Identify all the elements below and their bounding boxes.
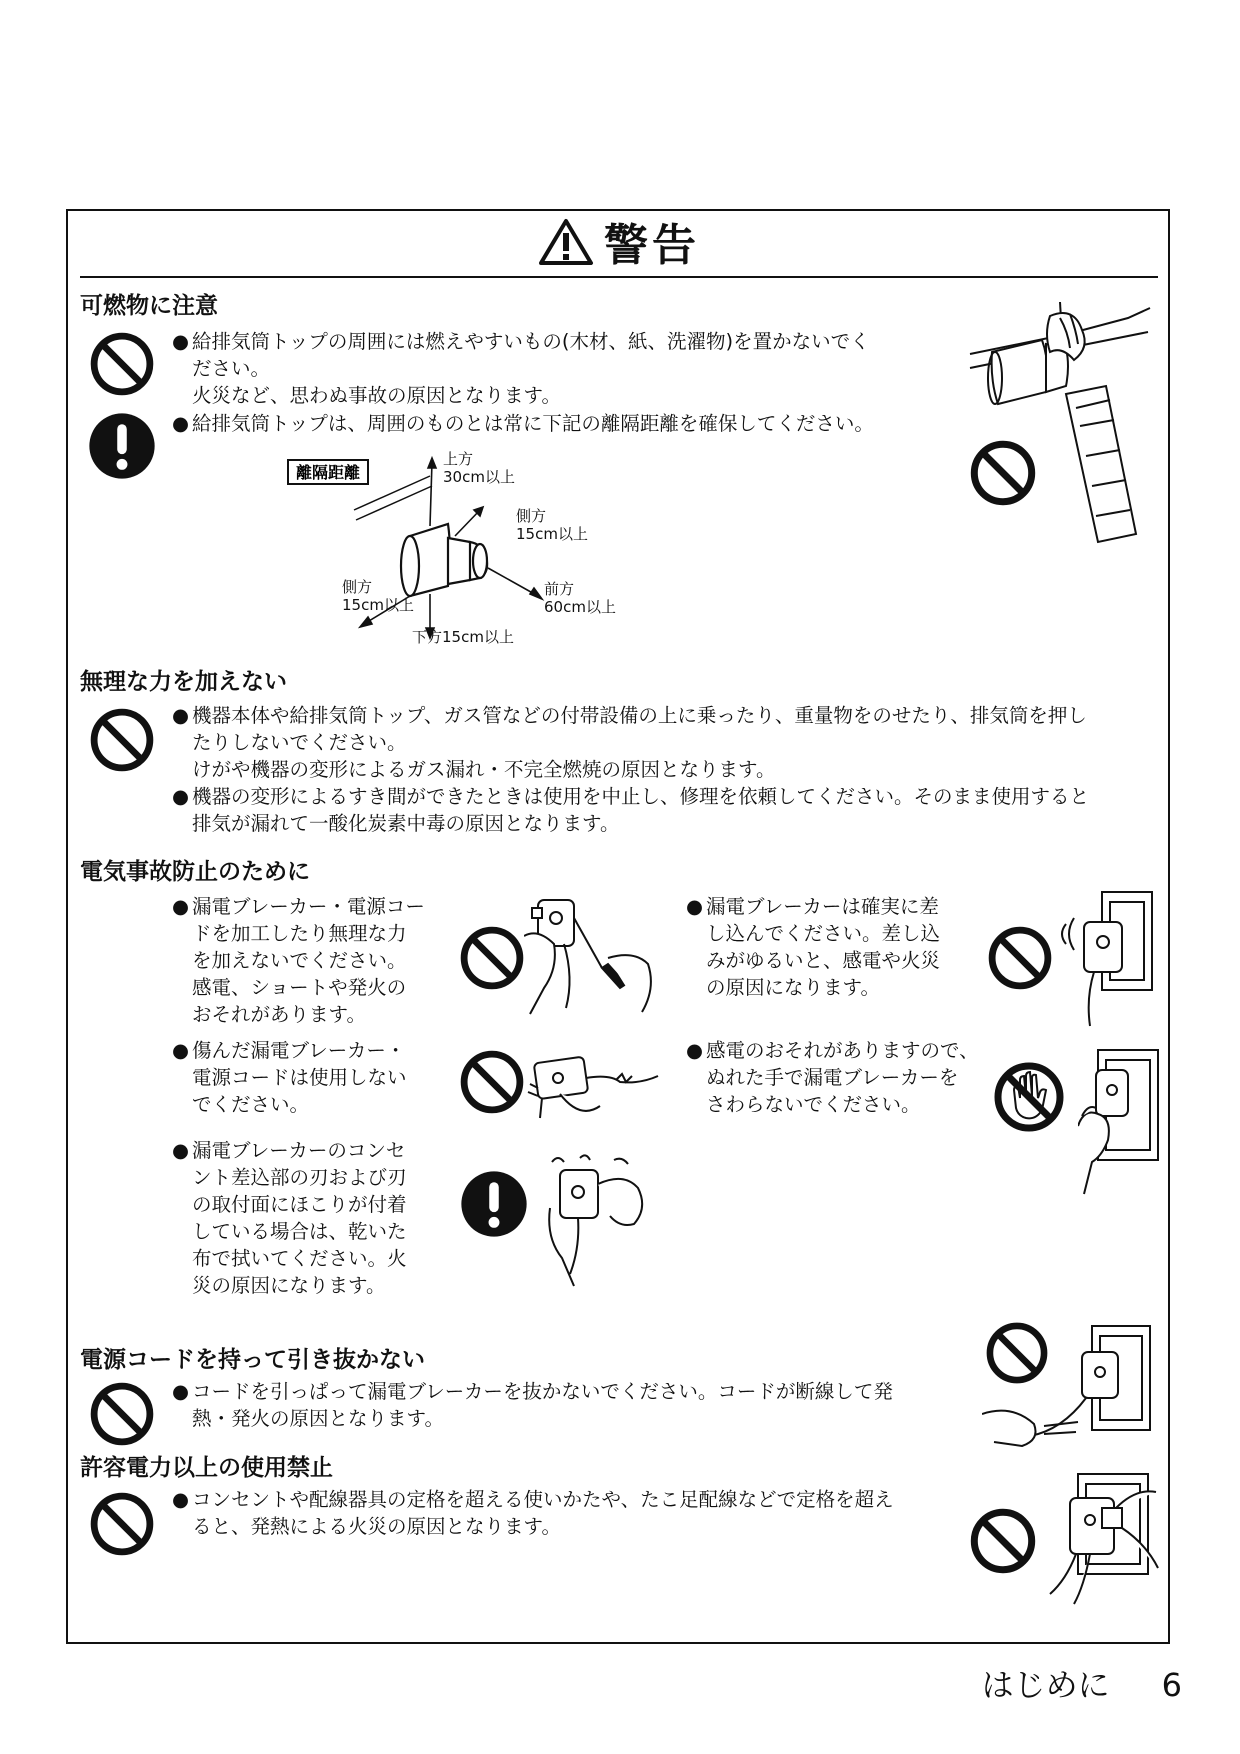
pull-cord-illustration	[982, 1320, 1158, 1468]
warning-header	[80, 218, 1158, 278]
no-wet-hands-icon	[994, 1062, 1064, 1132]
prohibition-icon	[458, 1048, 526, 1116]
clearance-up-value: 30cm以上	[443, 468, 515, 486]
overload-outlet-illustration	[966, 1468, 1162, 1608]
clearance-up-label: 上方	[443, 450, 474, 468]
damaged-breaker-illustration	[520, 1048, 660, 1128]
list-item: ● コンセントや配線器具の定格を超える使いかたや、たこ足配線などで定格を超え ると、発熱による火災の原因となります。	[172, 1488, 894, 1538]
vent-cap-illustration	[401, 524, 487, 596]
list-item: ● 感電のおそれがありますので、 ぬれた手で漏電ブレーカーを さわらないでください。	[686, 1039, 979, 1116]
page-number: 6	[1161, 1666, 1182, 1704]
list-item: ● コードを引っぱって漏電ブレーカーを抜かないでください。コードが断線して発 熱・発火の原因となります。	[172, 1380, 893, 1430]
clearance-side-left-label: 側方	[342, 578, 373, 596]
clearance-side-right-value: 15cm以上	[516, 525, 588, 543]
clearance-label: 離隔距離	[295, 463, 361, 482]
prohibition-icon	[974, 444, 1031, 501]
insert-breaker-illustration	[1054, 888, 1158, 1028]
prohibition-icon	[88, 1380, 156, 1448]
clearance-front-value: 60cm以上	[544, 598, 616, 616]
list-item: ● 機器本体や給排気筒トップ、ガス管などの付帯設備の上に乗ったり、重量物をのせたり、排気筒を押し たりしないでください。 けがや機器の変形によるガス漏れ・不完全燃焼の原因となります。	[172, 704, 1087, 781]
list-item: ● 傷んだ漏電ブレーカー・ 電源コードは使用しない でください。	[172, 1039, 407, 1116]
mandatory-action-icon	[88, 412, 156, 480]
clearance-down-label: 下方15cm以上	[412, 628, 514, 646]
list-item: ● 給排気筒トップの周囲には燃えやすいもの(木材、紙、洗濯物)を置かないでく ださい。 火災など、思わぬ事故の原因となります。	[172, 330, 870, 407]
prohibition-icon	[990, 1326, 1044, 1380]
section-title-combustibles: 可燃物に注意	[80, 293, 218, 319]
breaker-modify-illustration	[524, 888, 664, 1018]
list-item: ● 機器の変形によるすき間ができたときは使用を中止し、修理を依頼してください。そのまま使用すると 排気が漏れて一酸化炭素中毒の原因となります。	[172, 785, 1090, 835]
prohibition-icon	[974, 1512, 1031, 1569]
clearance-side-right-label: 側方	[516, 507, 547, 525]
warning-title: 警告	[80, 218, 1158, 274]
section-title-power: 許容電力以上の使用禁止	[80, 1455, 333, 1481]
list-item: ● 漏電ブレーカーのコンセ ント差込部の刃および刃 の取付面にほこりが付着 している場合は、乾いた 布で拭いてください。火 災の原因になります。	[172, 1139, 407, 1297]
section-title-force: 無理な力を加えない	[80, 669, 287, 695]
wet-hands-illustration	[1078, 1046, 1162, 1196]
list-item: ● 漏電ブレーカーは確実に差 し込んでください。差し込 みがゆるいと、感電や火災 の原因になります。	[686, 895, 941, 999]
section-title-electrical: 電気事故防止のために	[80, 859, 310, 885]
list-item: ● 漏電ブレーカー・電源コー ドを加工したり無理な力 を加えないでください。 感電、ショートや発火の おそれがあります。	[172, 895, 425, 1026]
prohibition-icon	[88, 706, 156, 774]
footer-section-label: はじめに	[981, 1666, 1110, 1704]
mandatory-action-icon	[460, 1170, 528, 1238]
prohibition-icon	[88, 1490, 156, 1558]
list-item: ● 給排気筒トップは、周囲のものとは常に下記の離隔距離を確保してください。	[172, 412, 874, 435]
prohibition-icon	[986, 924, 1054, 992]
section-title-cord: 電源コードを持って引き抜かない	[80, 1347, 425, 1373]
clearance-side-left-value: 15cm以上	[342, 596, 414, 614]
warning-triangle-icon	[538, 218, 594, 266]
clearance-front-label: 前方	[544, 580, 575, 598]
clean-breaker-illustration	[544, 1148, 656, 1288]
prohibition-icon	[88, 330, 156, 398]
prohibition-icon	[458, 924, 526, 992]
clearance-diagram	[280, 444, 680, 654]
combustible-vent-illustration	[958, 296, 1158, 546]
page-footer	[982, 1665, 1182, 1705]
